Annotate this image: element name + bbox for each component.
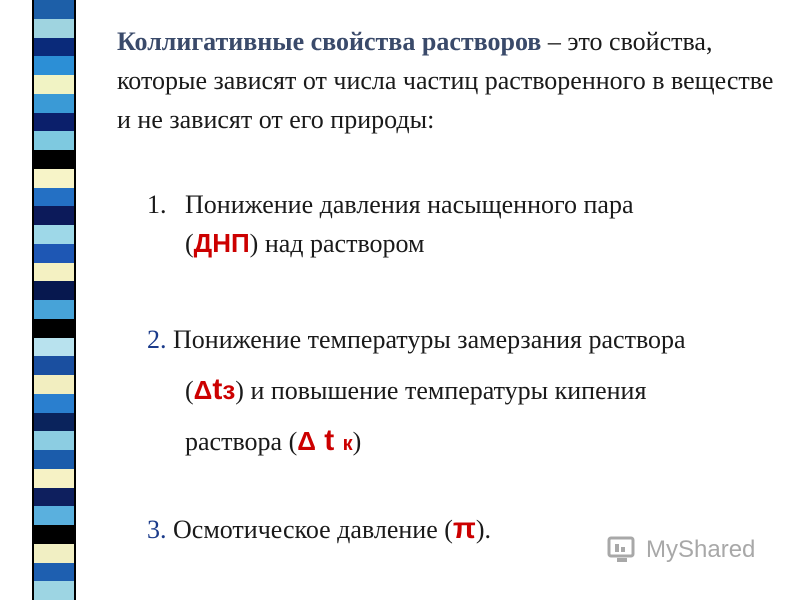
item-2-line2: ) и повышение температуры кипения <box>235 376 647 405</box>
stripe-segment <box>34 206 74 225</box>
stripe-segment <box>34 281 74 300</box>
stripe-segment <box>34 244 74 263</box>
item-2-line3-close: ) <box>352 427 362 456</box>
stripe-segment <box>34 338 74 357</box>
stripe-segment <box>34 488 74 507</box>
stripe-segment <box>34 469 74 488</box>
stripe-segment <box>34 75 74 94</box>
item-2-number: 2. <box>147 325 167 354</box>
definition-text: – это свойства, которые зависят от числа частиц растворенного в веществе и не зависят от его природы: <box>117 27 774 134</box>
stripe-segment <box>34 131 74 150</box>
list-item-1 <box>147 186 634 263</box>
item-1-number: 1. <box>147 190 167 219</box>
stripe-segment <box>34 188 74 207</box>
stripe-segment <box>34 300 74 319</box>
myshared-logo-icon <box>606 535 640 565</box>
dnp-abbreviation: ДНП <box>193 228 250 258</box>
stripe-segment <box>34 225 74 244</box>
delta-tz-symbol <box>194 375 236 405</box>
stripe-segment <box>34 263 74 282</box>
item-3-text: Осмотическое давление ( <box>166 515 453 544</box>
stripe-segment <box>34 94 74 113</box>
delta-tk-symbol <box>297 426 352 456</box>
pi-symbol: π <box>452 512 476 545</box>
delta-tz-sub: з <box>222 375 236 405</box>
stripe-segment <box>34 506 74 525</box>
definition-term: Коллигативные свойства растворов <box>117 27 542 56</box>
stripe-segment <box>34 450 74 469</box>
stripe-segment <box>34 431 74 450</box>
delta-tz-delta: Δ <box>193 375 213 405</box>
stripe-segment <box>34 113 74 132</box>
delta-tk-t: t <box>315 424 343 457</box>
item-3-number: 3. <box>147 515 167 544</box>
watermark-text: MyShared <box>646 536 756 563</box>
list-item-3 <box>147 510 491 549</box>
item-2-paren-open: ( <box>185 376 194 405</box>
watermark <box>606 535 755 565</box>
item-1-text-end: ) над раствором <box>249 229 425 258</box>
item-2-line3: раствора ( <box>185 427 298 456</box>
stripe-segment <box>34 375 74 394</box>
stripe-segment <box>34 544 74 563</box>
stripe-segment <box>34 413 74 432</box>
delta-tk-sub: к <box>342 433 353 455</box>
intro-paragraph <box>117 22 787 139</box>
delta-tz-t: t <box>212 373 223 406</box>
stripe-segment <box>34 563 74 582</box>
stripe-segment <box>34 394 74 413</box>
stripe-segment <box>34 319 74 338</box>
item-1-text: Понижение давления насыщенного пара <box>185 190 634 219</box>
stripe-segment <box>34 150 74 169</box>
item-2-line1: Понижение температуры замерзания раствора <box>166 325 686 354</box>
stripe-segment <box>34 356 74 375</box>
item-1-paren-open: ( <box>185 229 194 258</box>
stripe-segment <box>34 581 74 600</box>
stripe-segment <box>34 0 74 19</box>
stripe-segment <box>34 525 74 544</box>
stripe-segment <box>34 19 74 38</box>
item-3-close: ). <box>475 515 492 544</box>
list-item-2 <box>147 315 686 469</box>
decorative-stripe-bar <box>32 0 76 600</box>
delta-tk-delta: Δ <box>297 426 316 456</box>
stripe-segment <box>34 169 74 188</box>
stripe-segment <box>34 56 74 75</box>
slide-content <box>117 22 787 139</box>
stripe-segment <box>34 38 74 57</box>
